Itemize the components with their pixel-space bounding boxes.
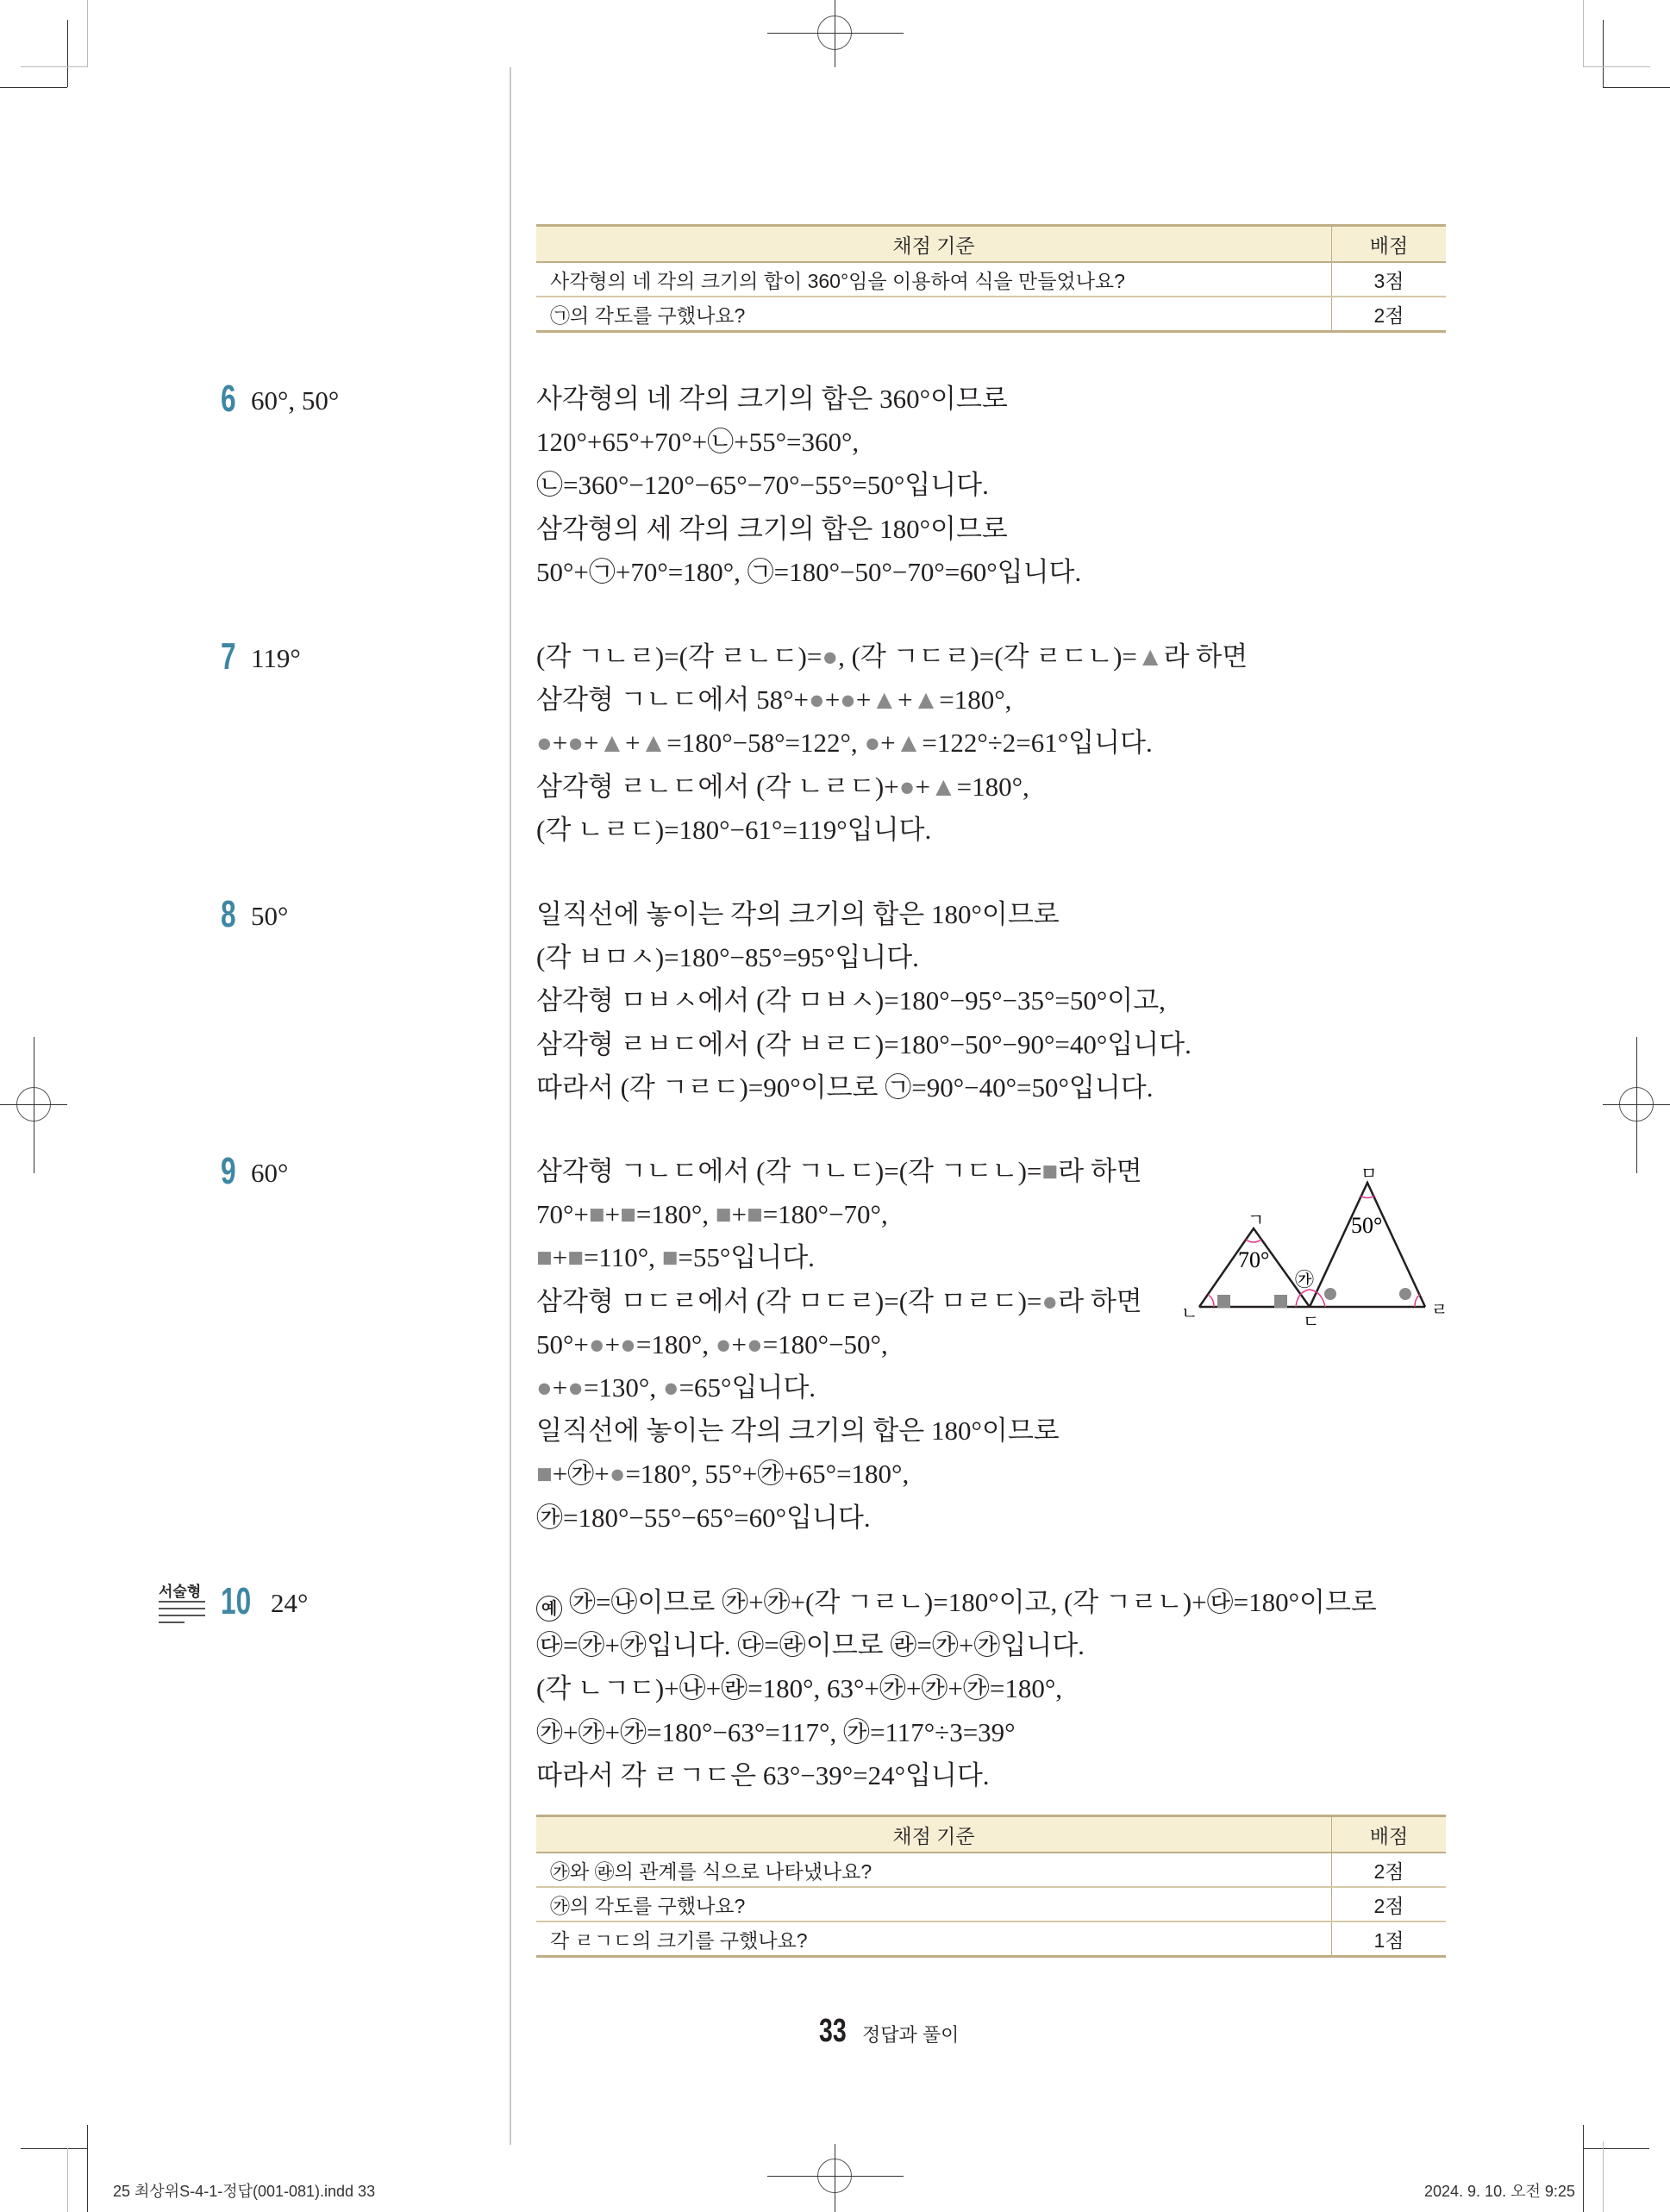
- solution-line: 따라서 각 ㄹㄱㄷ은 63°−39°=24°입니다.: [536, 1759, 990, 1790]
- rubric-criteria-header: 채점 기준: [536, 226, 1332, 263]
- footer-file-name: 25 최상위S-4-1-정답(001-081).indd 33: [113, 2183, 376, 2200]
- vertex-label: ㄱ: [1248, 1211, 1265, 1230]
- solution-line: ㉰=㉮+㉮입니다. ㉰=㉱이므로 ㉱=㉮+㉮입니다.: [536, 1630, 1085, 1661]
- essay-lines-icon: [159, 1601, 205, 1628]
- page-label: 정답과 풀이: [862, 2024, 960, 2046]
- vertex-label: ㄷ: [1303, 1313, 1320, 1332]
- solution-line: 삼각형 ㄱㄴㄷ에서 (각 ㄱㄴㄷ)=(각 ㄱㄷㄴ)=■라 하면: [536, 1156, 1142, 1186]
- question-number-6: 6: [221, 378, 236, 420]
- rubric-criteria: ㉠의 각도를 구했나요?: [536, 297, 1332, 332]
- page-number: 33: [819, 2013, 847, 2049]
- question-answer-7: 119°: [251, 643, 301, 673]
- solution-10: [536, 1581, 1377, 1797]
- angle-label: 50°: [1351, 1213, 1383, 1238]
- solution-line: 삼각형 ㄹㅂㄷ에서 (각 ㅂㄹㄷ)=180°−50°−90°=40°입니다.: [536, 1028, 1192, 1059]
- vertex-label: ㄴ: [1181, 1304, 1198, 1323]
- rubric-criteria: 사각형의 네 각의 크기의 합이 360°임을 이용하여 식을 만들었나요?: [536, 262, 1332, 297]
- solution-line: ㉮+㉮+㉮=180°−63°=117°, ㉮=117°÷3=39°: [536, 1716, 1016, 1747]
- rubric-row: [536, 1853, 1446, 1887]
- rubric-points: 2점: [1332, 297, 1447, 332]
- question-answer-9: 60°: [251, 1158, 289, 1188]
- rubric-row: [536, 1887, 1446, 1921]
- solution-line: 삼각형 ㄱㄴㄷ에서 58°+●+●+▲+▲=180°,: [536, 684, 1012, 715]
- solution-line: (각 ㅂㅁㅅ)=180°−85°=95°입니다.: [536, 942, 919, 973]
- question-number-9: 9: [221, 1150, 236, 1192]
- rubric-criteria: 각 ㄹㄱㄷ의 크기를 구했나요?: [536, 1921, 1332, 1957]
- vertex-label: ㄹ: [1431, 1301, 1448, 1320]
- solution-line: ■+㉮+●=180°, 55°+㉮+65°=180°,: [536, 1459, 910, 1490]
- question-answer-6: 60°, 50°: [251, 385, 340, 416]
- angle-label: 70°: [1238, 1247, 1270, 1272]
- vertex-label: ㅁ: [1360, 1165, 1378, 1184]
- solution-line: 70°+■+■=180°, ■+■=180°−70°,: [536, 1199, 888, 1230]
- rubric-points-header: 배점: [1332, 1816, 1447, 1853]
- rubric-points: 2점: [1332, 1887, 1447, 1921]
- solution-line: (각 ㄴㄱㄷ)+㉯+㉱=180°, 63°+㉮+㉮+㉮=180°,: [536, 1673, 1063, 1704]
- question-answer-8: 50°: [251, 901, 289, 931]
- solution-line: 따라서 (각 ㄱㄹㄷ)=90°이므로 ㉠=90°−40°=50°입니다.: [536, 1072, 1154, 1103]
- solution-line: 일직선에 놓이는 각의 크기의 합은 180°이므로: [536, 899, 1060, 929]
- solution-line: 120°+65°+70°+㉡+55°=360°,: [536, 427, 860, 458]
- solution-line: (각 ㄱㄴㄹ)=(각 ㄹㄴㄷ)=●, (각 ㄱㄷㄹ)=(각 ㄹㄷㄴ)=▲라 하면: [536, 641, 1248, 672]
- solution-line: 사각형의 네 각의 크기의 합은 360°이므로: [536, 384, 1008, 414]
- essay-type-badge: 서술형: [159, 1584, 202, 1600]
- triangle-right: [1310, 1183, 1425, 1307]
- footer-timestamp: 2024. 9. 10. 오전 9:25: [1424, 2183, 1575, 2200]
- solution-line: 50°+●+●=180°, ●+●=180°−50°,: [536, 1328, 888, 1359]
- square-marker: [1217, 1295, 1230, 1308]
- solution-line: 삼각형 ㅁㄷㄹ에서 (각 ㅁㄷㄹ)=(각 ㅁㄹㄷ)=●라 하면: [536, 1285, 1142, 1316]
- question-number-7: 7: [221, 635, 236, 678]
- solution-line: ㉮=㉯이므로 ㉮+㉮+(각 ㄱㄹㄴ)=180°이고, (각 ㄱㄹㄴ)+㉰=180°이므로: [569, 1587, 1377, 1617]
- rubric-criteria: ㉮와 ㉱의 관계를 식으로 나타냈나요?: [536, 1853, 1332, 1887]
- solution-line: ●+●+▲+▲=180°−58°=122°, ●+▲=122°÷2=61°입니다.: [536, 728, 1153, 759]
- square-marker: [1274, 1295, 1287, 1308]
- rubric-points: 3점: [1332, 262, 1447, 297]
- solution-line: (각 ㄴㄹㄷ)=180°−61°=119°입니다.: [536, 814, 932, 845]
- question-number-8: 8: [221, 893, 236, 935]
- solution-line: 삼각형 ㄹㄴㄷ에서 (각 ㄴㄹㄷ)+●+▲=180°,: [536, 771, 1029, 802]
- angle-label: ㉮: [1295, 1269, 1315, 1290]
- rubric-criteria-header: 채점 기준: [536, 1816, 1332, 1853]
- solution-line: 삼각형 ㅁㅂㅅ에서 (각 ㅁㅂㅅ)=180°−95°−35°=50°이고,: [536, 985, 1166, 1016]
- rubric-row: [536, 1921, 1446, 1957]
- solution-line: ㉮=180°−55°−65°=60°입니다.: [536, 1502, 871, 1533]
- example-mark: 예: [536, 1596, 562, 1622]
- question-answer-10: 24°: [271, 1588, 309, 1618]
- solution-line: 삼각형의 세 각의 크기의 합은 180°이므로: [536, 513, 1008, 544]
- circle-marker: [1399, 1288, 1411, 1300]
- rubric-criteria: ㉮의 각도를 구했나요?: [536, 1887, 1332, 1921]
- rubric-points: 2점: [1332, 1853, 1447, 1887]
- solution-line: 일직선에 놓이는 각의 크기의 합은 180°이므로: [536, 1415, 1060, 1447]
- solution-line: ●+●=130°, ●=65°입니다.: [536, 1372, 816, 1403]
- circle-marker: [1324, 1288, 1336, 1300]
- solution-line: 50°+㉠+70°=180°, ㉠=180°−50°−70°=60°입니다.: [536, 556, 1082, 587]
- solution-line: ■+■=110°, ■=55°입니다.: [536, 1242, 815, 1273]
- solution-line: ㉡=360°−120°−65°−70°−55°=50°입니다.: [536, 470, 989, 501]
- rubric-header-row: [536, 1816, 1446, 1853]
- rubric-points-header: 배점: [1332, 226, 1447, 263]
- rubric-table-10: [536, 1815, 1446, 1958]
- rubric-points: 1점: [1332, 1921, 1447, 1957]
- question-number-10: 10: [221, 1580, 252, 1622]
